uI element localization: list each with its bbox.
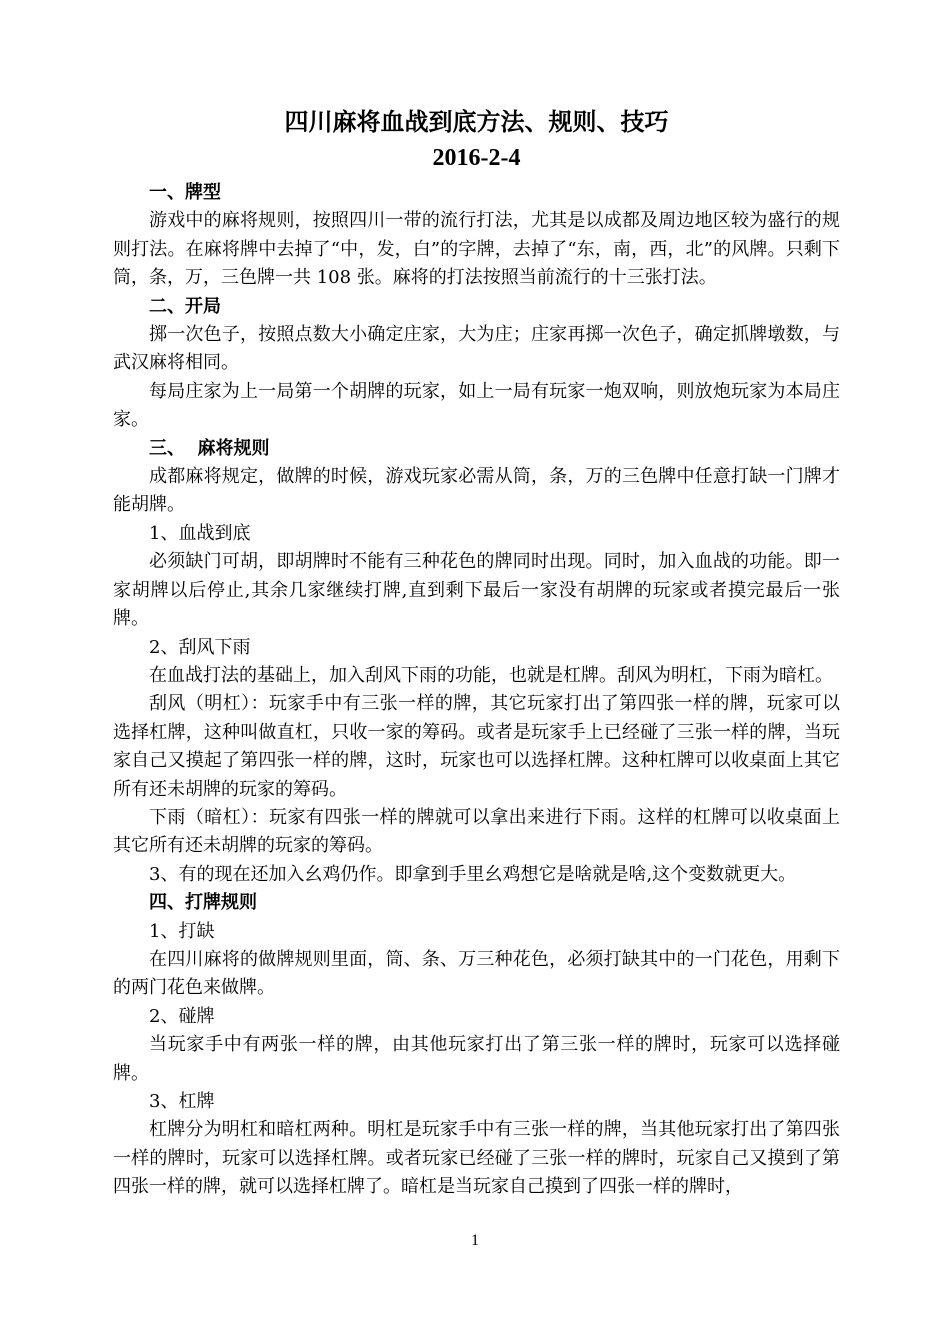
section-heading: 三、 麻将规则 [149,437,270,459]
page-number: 1 [471,1232,479,1249]
paragraph: 当玩家手中有两张一样的牌，由其他玩家打出了第三张一样的牌时，玩家可以选择碰牌。 [113,1034,840,1084]
paragraph: 刮风（明杠）：玩家手中有三张一样的牌，其它玩家打出了第四张一样的牌，玩家可以选择杠牌，这种叫做直杠，只收一家的筹码。或者是玩家手上已经碰了三张一样的牌，当玩家自己又摸起了第四张一样的牌，这时，玩家也可以选择杠牌。这种杠牌可以收桌面上其它所有还未胡牌的玩家的筹码。 [113,693,840,800]
subsection-heading: 3、有的现在还加入幺鸡仍作。即拿到手里幺鸡想它是啥就是啥,这个变数就更大。 [149,863,797,885]
paragraph: 在四川麻将的做牌规则里面，筒、条、万三种花色，必须打缺其中的一门花色，用剩下的两门花色来做牌。 [113,948,840,999]
document-title: 四川麻将血战到底方法、规则、技巧 [284,107,669,136]
paragraph: 掷一次色子，按照点数大小确定庄家，大为庄；庄家再掷一次色子，确定抓牌墩数，与武汉麻将相同。 [113,324,840,374]
paragraph: 每局庄家为上一局第一个胡牌的玩家，如上一局有玩家一炮双响，则放炮玩家为本局庄家。 [113,380,840,431]
document-date: 2016-2-4 [432,145,521,171]
subsection-heading: 1、血战到底 [149,522,251,544]
paragraph: 游戏中的麻将规则，按照四川一带的流行打法，尤其是以成都及周边地区较为盛行的规则打法。在麻将牌中去掉了“中，发，白”的字牌，去掉了“东，南，西，北”的风牌。只剩下筒，条，万，三色牌一共 108 张。麻将的打法按照当前流行的十三张打法。 [113,210,840,289]
paragraph: 下雨（暗杠）：玩家有四张一样的牌就可以拿出来进行下雨。这样的杠牌可以收桌面上其它所有还未胡牌的玩家的筹码。 [113,806,840,857]
subsection-heading: 2、刮风下雨 [149,636,251,658]
subsection-heading: 1、打缺 [149,920,215,942]
paragraph: 杠牌分为明杠和暗杠两种。明杠是玩家手中有三张一样的牌，当其他玩家打出了第四张一样的牌时，玩家可以选择杠牌。或者玩家已经碰了三张一样的牌时，玩家自己又摸到了第四张一样的牌，就可以选择杠牌了。暗杠是当玩家自己摸到了四张一样的牌时， [113,1119,840,1198]
section-heading: 二、开局 [149,295,221,317]
document-body [113,104,840,1202]
paragraph: 在血战打法的基础上，加入刮风下雨的功能，也就是杠牌。刮风为明杠，下雨为暗杠。 [149,664,833,686]
paragraph: 成都麻将规定，做牌的时候，游戏玩家必需从筒，条，万的三色牌中任意打缺一门牌才能胡牌。 [113,466,840,516]
section-heading: 一、牌型 [149,182,221,203]
section-heading: 四、打牌规则 [149,892,257,914]
paragraph: 必须缺门可胡，即胡牌时不能有三种花色的牌同时出现。同时，加入血战的功能。即一家胡牌以后停止,其余几家继续打牌,直到剩下最后一家没有胡牌的玩家或者摸完最后一张牌。 [113,551,840,630]
subsection-heading: 2、碰牌 [149,1005,215,1027]
subsection-heading: 3、杠牌 [149,1091,215,1112]
